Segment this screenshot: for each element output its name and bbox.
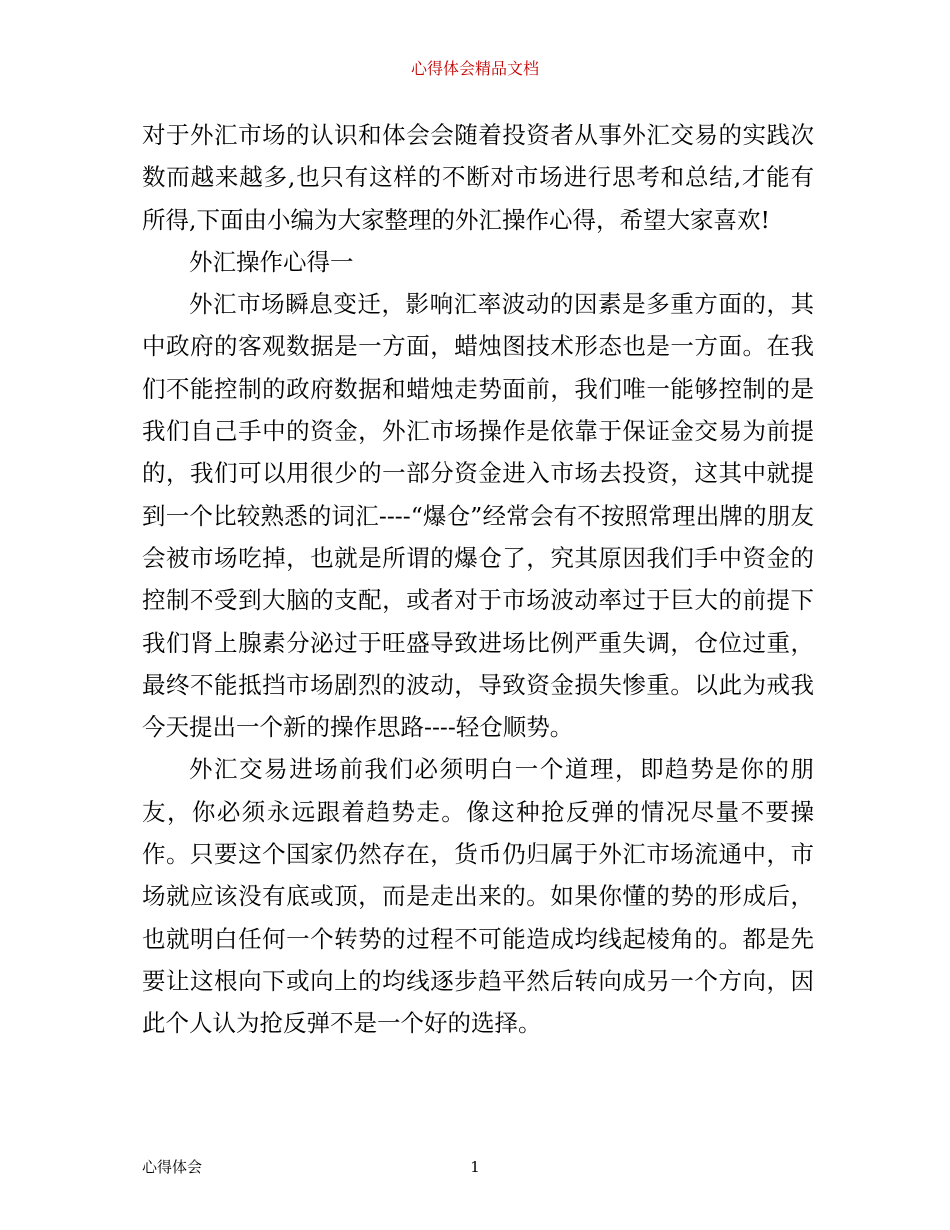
footer-label: 心得体会 <box>142 1158 203 1176</box>
document-body <box>142 114 814 1045</box>
body-paragraph: 外汇市场瞬息变迁，影响汇率波动的因素是多重方面的，其中政府的客观数据是一方面，蜡烛图技术形态也是一方面。在我们不能控制的政府数据和蜡烛走势面前，我们唯一能够控制的是我们自己手中的资金，外汇市场操作是依靠于保证金交易为前提的，我们可以用很少的一部分资金进入市场去投资，这其中就提到一个比较熟悉的词汇----“爆仓”经常会有不按照常理出牌的朋友会被市场吃掉，也就是所谓的爆仓了，究其原因我们手中资金的控制不受到大脑的支配，或者对于市场波动率过于巨大的前提下我们肾上腺素分泌过于旺盛导致进场比例严重失调，仓位过重，最终不能抵挡市场剧烈的波动，导致资金损失惨重。以此为戒我今天提出一个新的操作思路----轻仓顺势。 <box>142 290 814 742</box>
body-paragraph: 外汇交易进场前我们必须明白一个道理，即趋势是你的朋友，你必须永远跟着趋势走。像这种抢反弹的情况尽量不要操作。只要这个国家仍然存在，货币仍归属于外汇市场流通中，市场就应该没有底或顶，而是走出来的。如果你懂的势的形成后，也就明白任何一个转势的过程不可能造成均线起棱角的。都是先要让这根向下或向上的均线逐步趋平然后转向成另一个方向，因此个人认为抢反弹不是一个好的选择。 <box>142 755 814 1038</box>
intro-paragraph: 对于外汇市场的认识和体会会随着投资者从事外汇交易的实践次数而越来越多,也只有这样的不断对市场进行思考和总结,才能有所得,下面由小编为大家整理的外汇操作心得，希望大家喜欢! <box>142 121 814 234</box>
page-number: 1 <box>470 1158 480 1176</box>
section-heading: 外汇操作心得一 <box>189 247 354 276</box>
page-header-title: 心得体会精品文档 <box>410 59 539 78</box>
